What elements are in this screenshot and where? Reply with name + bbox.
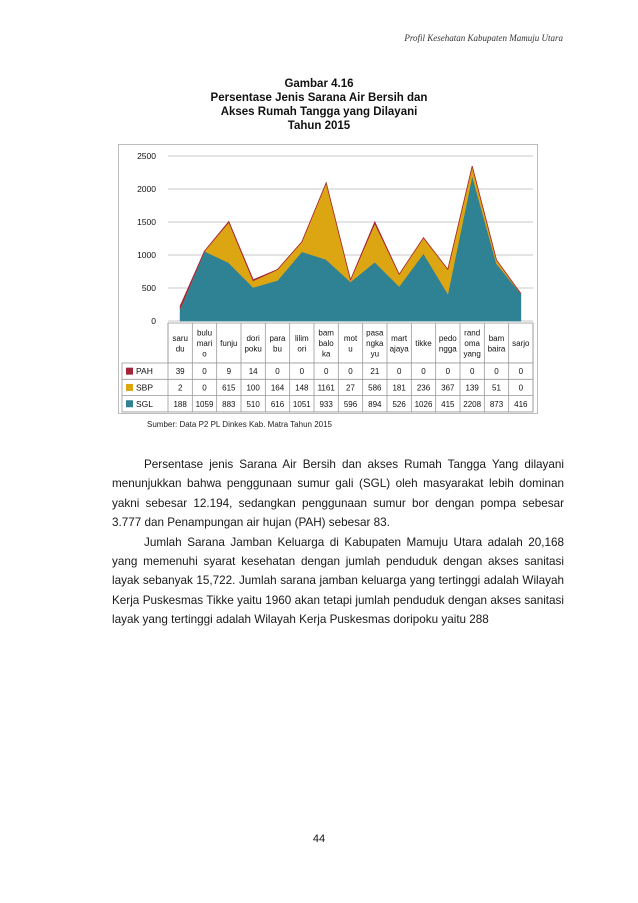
data-table-value: 0 bbox=[202, 383, 207, 393]
x-category-label: bu bbox=[273, 344, 282, 354]
x-category-label: dori bbox=[246, 333, 260, 343]
data-table-value: 510 bbox=[246, 399, 260, 409]
legend-key-sbp bbox=[126, 384, 133, 391]
data-table-value: 0 bbox=[494, 367, 499, 377]
x-category-label: sarjo bbox=[512, 339, 530, 348]
legend-label: SBP bbox=[136, 382, 154, 393]
x-category-label: u bbox=[348, 344, 353, 354]
x-category-label: bam bbox=[488, 333, 505, 343]
x-category-label: bam bbox=[318, 328, 334, 338]
chart-container bbox=[118, 144, 538, 414]
body-text bbox=[112, 455, 564, 630]
data-table-value: 2 bbox=[177, 383, 183, 393]
data-table-value: 0 bbox=[518, 383, 524, 393]
data-table-value: 139 bbox=[465, 383, 479, 393]
x-category-label: tikke bbox=[415, 339, 432, 348]
x-category-label: para bbox=[269, 333, 286, 343]
y-tick-label: 1000 bbox=[137, 250, 156, 260]
data-table-value: 27 bbox=[346, 383, 355, 393]
x-category-label: ngga bbox=[438, 344, 457, 354]
x-category-label: rand bbox=[464, 328, 481, 338]
data-table-value: 596 bbox=[343, 399, 358, 409]
data-table-value: 894 bbox=[368, 399, 382, 409]
data-table-value: 0 bbox=[348, 367, 353, 377]
x-category-label: yang bbox=[463, 349, 481, 359]
data-table-value: 586 bbox=[368, 383, 382, 393]
data-table-value: 2208 bbox=[463, 399, 482, 409]
stacked-area-chart bbox=[119, 145, 537, 413]
figure-source: Sumber: Data P2 PL Dinkes Kab. Matra Tahun 2015 bbox=[147, 420, 332, 429]
data-table-value: 0 bbox=[421, 367, 426, 377]
y-tick-label: 2500 bbox=[137, 151, 156, 161]
x-category-label: balo bbox=[318, 339, 334, 348]
y-tick-label: 1500 bbox=[137, 217, 156, 227]
data-table-value: 933 bbox=[319, 399, 333, 409]
y-tick-label: 500 bbox=[141, 283, 156, 293]
data-table-value: 14 bbox=[248, 367, 258, 377]
x-category-label: funju bbox=[220, 339, 238, 348]
x-category-label: yu bbox=[370, 349, 380, 359]
x-category-label: o bbox=[202, 349, 207, 359]
data-table-value: 873 bbox=[489, 399, 504, 409]
data-table-value: 0 bbox=[518, 367, 524, 377]
data-table-value: 615 bbox=[222, 383, 236, 393]
x-category-label: ajaya bbox=[389, 344, 409, 354]
figure-title bbox=[0, 77, 638, 133]
x-category-label: saru bbox=[172, 333, 188, 343]
x-category-label: pasa bbox=[366, 328, 384, 338]
data-table-value: 616 bbox=[270, 399, 285, 409]
data-table-value: 367 bbox=[441, 383, 455, 393]
x-category-label: baira bbox=[487, 344, 506, 354]
x-category-label: ka bbox=[321, 349, 331, 359]
data-table-value: 883 bbox=[222, 399, 236, 409]
data-table-value: 415 bbox=[441, 399, 455, 409]
data-table-value: 51 bbox=[492, 383, 501, 393]
data-table-value: 39 bbox=[175, 367, 185, 377]
legend-label: PAH bbox=[136, 366, 153, 377]
data-table-value: 0 bbox=[445, 367, 451, 377]
data-table-value: 9 bbox=[226, 367, 232, 377]
data-table-value: 0 bbox=[396, 367, 402, 377]
y-tick-label: 0 bbox=[151, 316, 156, 326]
y-tick-label: 2000 bbox=[137, 184, 156, 194]
data-table-value: 0 bbox=[202, 367, 207, 377]
data-table-value: 188 bbox=[173, 399, 187, 409]
x-category-label: oma bbox=[464, 339, 480, 348]
data-table-value: 1059 bbox=[195, 399, 214, 409]
x-category-label: mart bbox=[391, 333, 408, 343]
data-table-value: 181 bbox=[392, 383, 406, 393]
figure-title-line: Akses Rumah Tangga yang Dilayani bbox=[220, 106, 418, 118]
figure-title-line: Persentase Jenis Sarana Air Bersih dan bbox=[210, 92, 428, 104]
x-category-label: pedo bbox=[438, 333, 457, 343]
data-table-value: 1051 bbox=[292, 399, 311, 409]
data-table-value: 148 bbox=[295, 383, 309, 393]
page-header: Profil Kesehatan Kabupaten Mamuju Utara bbox=[404, 33, 563, 43]
data-table-value: 0 bbox=[469, 367, 475, 377]
x-category-label: ori bbox=[297, 344, 307, 354]
data-table-value: 100 bbox=[246, 383, 260, 393]
x-category-label: bulu bbox=[196, 328, 213, 338]
x-category-label: mot bbox=[343, 333, 358, 343]
x-category-label: ngka bbox=[366, 339, 384, 348]
figure-title-line: Tahun 2015 bbox=[287, 120, 351, 132]
data-table-value: 1161 bbox=[317, 383, 335, 393]
data-table-value: 1026 bbox=[414, 399, 433, 409]
page-number: 44 bbox=[312, 833, 326, 845]
x-category-label: mari bbox=[196, 339, 213, 348]
data-table-value: 236 bbox=[416, 383, 431, 393]
x-category-label: poku bbox=[244, 344, 262, 354]
data-table-value: 0 bbox=[323, 367, 329, 377]
legend-label: SGL bbox=[136, 398, 154, 409]
legend-key-sgl bbox=[126, 400, 133, 407]
paragraph: Jumlah Sarana Jamban Keluarga di Kabupaten Mamuju Utara adalah 20,168 yang memenuhi syarat kesehatan dengan jumlah penduduk dengan akses sanitasi layak sebanyak 15,722. Jumlah sarana jamban keluarga yang tertinggi adalah Wilayah Kerja Puskesmas Tikke yaitu 1960 akan tetapi jumlah penduduk dengan akses sanitasi layak yang tertinggi adalah Wilayah Kerja Puskesmas doripoku yaitu 288 bbox=[112, 535, 564, 627]
data-table-value: 0 bbox=[299, 367, 305, 377]
paragraph: Persentase jenis Sarana Air Bersih dan akses Rumah Tangga Yang dilayani menunjukkan bahwa penggunaan sumur gali (SGL) oleh masyarakat lebih dominan yakni sebesar 12.194, sedangkan penggunaan sumur bor dengan pompa sebesar 3.777 dan Penampungan air hujan (PAH) sebesar 83. bbox=[112, 458, 564, 530]
data-table-value: 21 bbox=[370, 367, 380, 377]
legend-key-pah bbox=[126, 368, 133, 375]
data-table-value: 0 bbox=[275, 367, 280, 377]
x-category-label: lilim bbox=[294, 333, 309, 343]
data-table-value: 526 bbox=[392, 399, 406, 409]
data-table-value: 416 bbox=[514, 399, 528, 409]
x-category-label: du bbox=[175, 344, 185, 354]
data-table-value: 164 bbox=[270, 383, 285, 393]
figure-title-line: Gambar 4.16 bbox=[284, 78, 354, 90]
